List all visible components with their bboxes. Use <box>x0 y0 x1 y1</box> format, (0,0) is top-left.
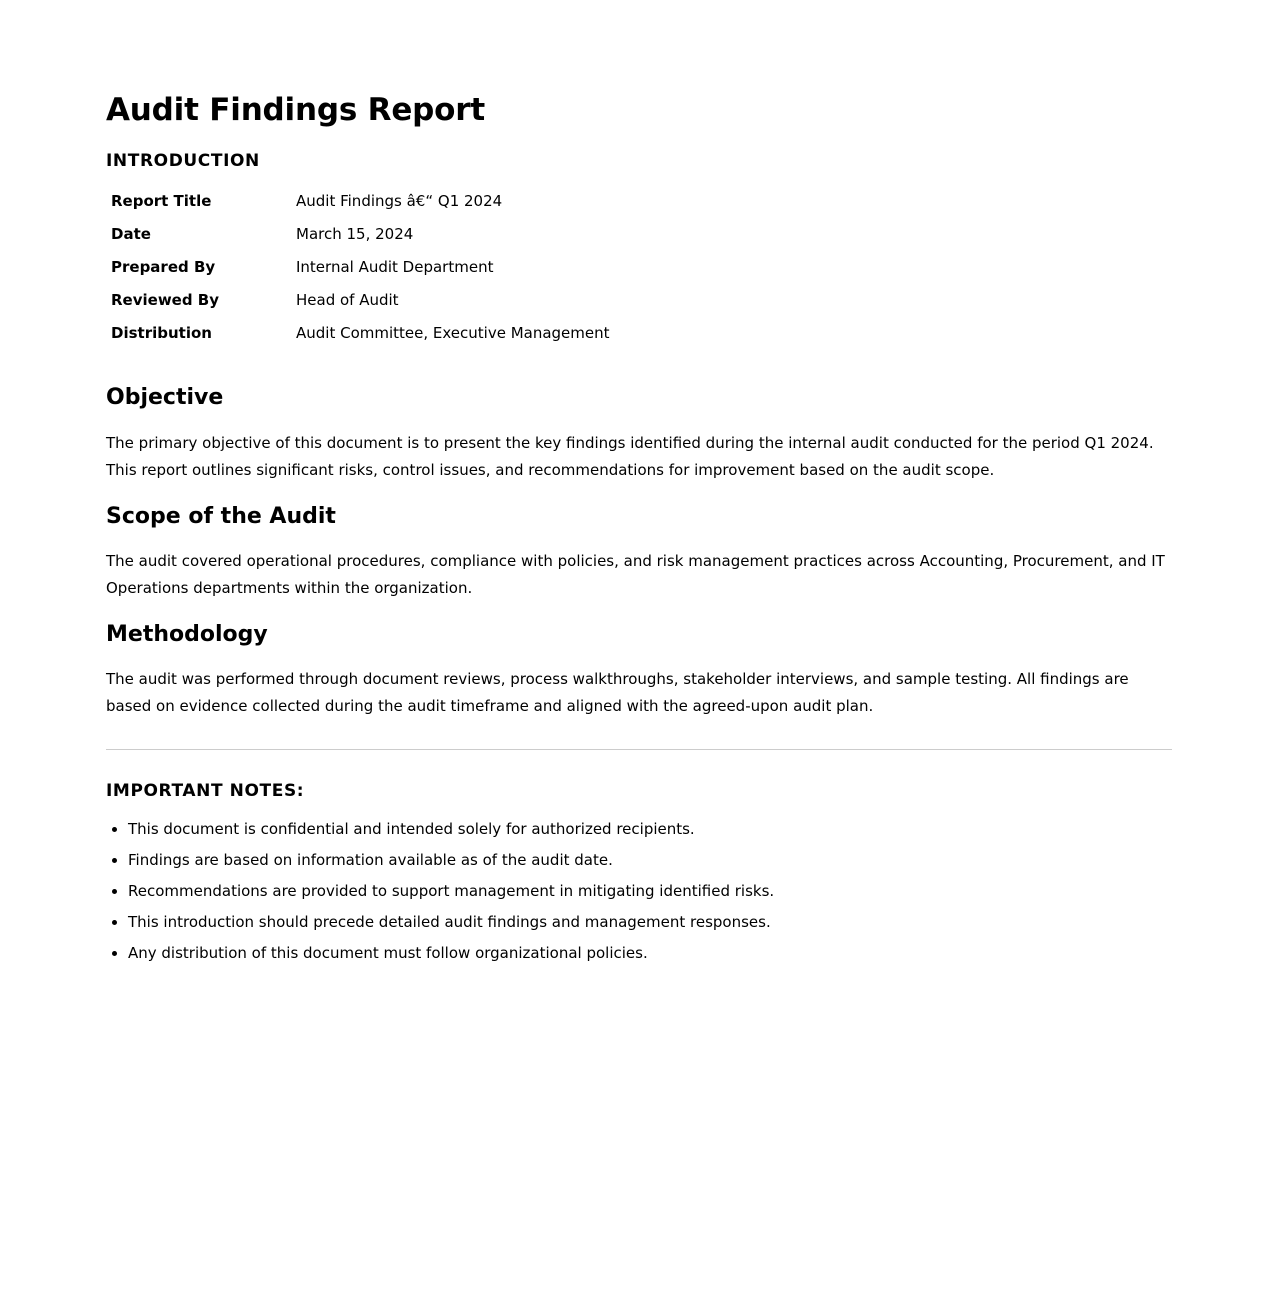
list-item: • Any distribution of this document must follow organizational policies. <box>128 938 1172 969</box>
scope-heading: Scope of the Audit <box>106 503 336 529</box>
meta-row-report-title <box>106 184 615 217</box>
section-divider <box>106 749 1172 750</box>
list-item: • This introduction should precede detailed audit findings and management responses. <box>128 907 1172 938</box>
meta-key: Reviewed By <box>111 290 220 309</box>
meta-key: Report Title <box>111 191 212 210</box>
meta-value: Audit Findings â€“ Q1 2024 <box>296 191 503 210</box>
meta-key: Distribution <box>111 323 212 342</box>
meta-key: Prepared By <box>111 257 216 276</box>
meta-value: Head of Audit <box>296 290 399 309</box>
meta-value: Audit Committee, Executive Management <box>296 323 610 342</box>
important-notes-label: IMPORTANT NOTES: <box>106 781 305 802</box>
methodology-section <box>106 622 1172 720</box>
introduction-label: INTRODUCTION <box>106 151 260 172</box>
meta-row-distribution <box>106 316 615 349</box>
list-item: • This document is confidential and intended solely for authorized recipients. <box>128 814 1172 845</box>
methodology-text: The audit was performed through document reviews, process walkthroughs, stakeholder interviews, and sample testing. All findings are based on evidence collected during the audit timeframe and aligned with the agreed-upon audit plan. <box>106 670 1129 716</box>
scope-text: The audit covered operational procedures, compliance with policies, and risk management practices across Accounting, Procurement, and IT Operations departments within the organization. <box>106 551 1165 597</box>
meta-row-reviewed-by <box>106 283 615 316</box>
methodology-heading: Methodology <box>106 621 268 647</box>
important-notes-list <box>106 814 1172 969</box>
meta-key: Date <box>111 224 151 243</box>
meta-value: Internal Audit Department <box>296 257 494 276</box>
list-item: • Recommendations are provided to support management in mitigating identified risks. <box>128 876 1172 907</box>
objective-heading: Objective <box>106 385 224 411</box>
objective-section <box>106 385 1172 483</box>
scope-section <box>106 504 1172 602</box>
page-title: Audit Findings Report <box>106 92 485 128</box>
meta-row-date <box>106 217 615 250</box>
meta-row-prepared-by <box>106 250 615 283</box>
objective-text: The primary objective of this document is to present the key findings identified during the internal audit conducted for the period Q1 2024. This report outlines significant risks, control issues, and recommendations for improvement based on the audit scope. <box>106 433 1154 479</box>
list-item: • Findings are based on information available as of the audit date. <box>128 845 1172 876</box>
report-metadata-table <box>106 184 615 349</box>
meta-value: March 15, 2024 <box>296 224 414 243</box>
